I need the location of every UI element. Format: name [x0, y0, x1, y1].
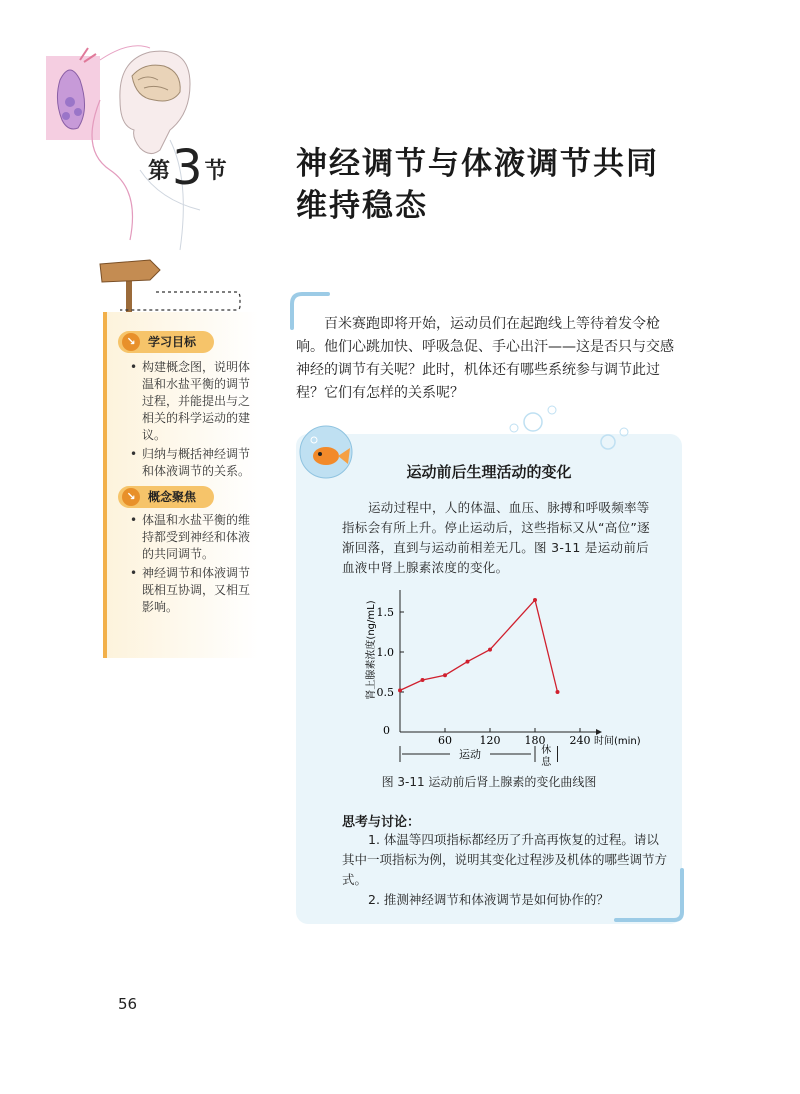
title-line-1: 神经调节与体液调节共同 — [296, 146, 659, 182]
goal-item: • 构建概念图，说明体温和水盐平衡的调节过程，并能提出与之相关的科学运动的建议。 — [128, 359, 260, 444]
x-axis-arrow — [596, 729, 602, 735]
goals-label: 学习目标 — [148, 335, 197, 349]
focus-item: • 体温和水盐平衡的维持都受到神经和体液的共同调节。 — [128, 512, 260, 563]
focus-arrow-icon: ↘ — [122, 488, 140, 506]
section-suffix: 节 — [204, 159, 227, 184]
data-point — [398, 688, 402, 692]
x-tick-label: 60 — [438, 734, 452, 747]
data-point — [421, 678, 425, 682]
data-point — [443, 673, 447, 677]
sidebar-accent-line — [103, 312, 107, 658]
y-tick-label: 1.0 — [376, 646, 394, 659]
focus-tag — [118, 486, 214, 508]
panel-paragraph: 运动过程中，人的体温、血压、脉搏和呼吸频率等指标会有所上升。停止运动后，这些指标又从“高位”逐渐回落，直到与运动前相差无几。图 3-11 是运动前后血液中肾上腺素浓度的变化。 — [342, 500, 650, 575]
page-number: 56 — [118, 995, 138, 1013]
section-number: 3 — [172, 140, 203, 196]
x-tick-label: 240 — [569, 734, 591, 747]
page-title — [296, 143, 659, 227]
series-line — [400, 600, 558, 692]
goals-tag — [118, 331, 214, 353]
question-item: 2. 推测神经调节和体液调节是如何协作的？ — [368, 892, 609, 907]
y-tick-label: 1.5 — [376, 606, 394, 619]
section-label — [148, 140, 227, 196]
data-point — [488, 648, 492, 652]
discussion-title: 思考与讨论： — [342, 815, 421, 830]
panel-title: 运动前后生理活动的变化 — [406, 463, 572, 481]
data-point — [556, 690, 560, 694]
adrenaline-line-chart — [350, 590, 670, 770]
focus-list — [128, 512, 260, 618]
goal-item: • 归纳与概括神经调节和体液调节的关系。 — [128, 446, 260, 480]
title-line-2: 维持稳态 — [296, 188, 428, 224]
x-tick-label: 120 — [479, 734, 501, 747]
x-axis-label: 时间(min) — [594, 736, 641, 747]
section-prefix: 第 — [148, 159, 171, 184]
phase-exercise-label: 运动 — [459, 748, 481, 761]
phase-rest-label-top: 休 — [541, 745, 552, 756]
focus-label: 概念聚焦 — [148, 490, 197, 504]
goals-arrow-icon: ↘ — [122, 333, 140, 351]
discussion-questions — [342, 830, 668, 910]
question-item: 1. 体温等四项指标都经历了升高再恢复的过程。请以其中一项指标为例，说明其变化过程涉及机体的哪些调节方式。 — [342, 832, 668, 887]
phase-rest-label-bottom: 息 — [541, 757, 552, 768]
data-point — [466, 660, 470, 664]
focus-item: • 神经调节和体液调节既相互协调，又相互影响。 — [128, 565, 260, 616]
y-tick-label: 0.5 — [376, 686, 394, 699]
intro-paragraph: 百米赛跑即将开始，运动员们在起跑线上等待着发令枪响。他们心跳加快、呼吸急促、手心出汗——这是否只与交感神经的调节有关呢？此时，机体还有哪些系统参与调节此过程？它们有怎样的关系呢？ — [296, 316, 674, 401]
origin-label: 0 — [383, 724, 390, 737]
y-axis-label: 肾上腺素浓度(ng/mL) — [366, 600, 377, 700]
x-tick-label: 180 — [524, 734, 546, 747]
goals-list — [128, 359, 260, 482]
data-point — [533, 598, 537, 602]
figure-caption: 图 3-11 运动前后肾上腺素的变化曲线图 — [381, 775, 597, 789]
